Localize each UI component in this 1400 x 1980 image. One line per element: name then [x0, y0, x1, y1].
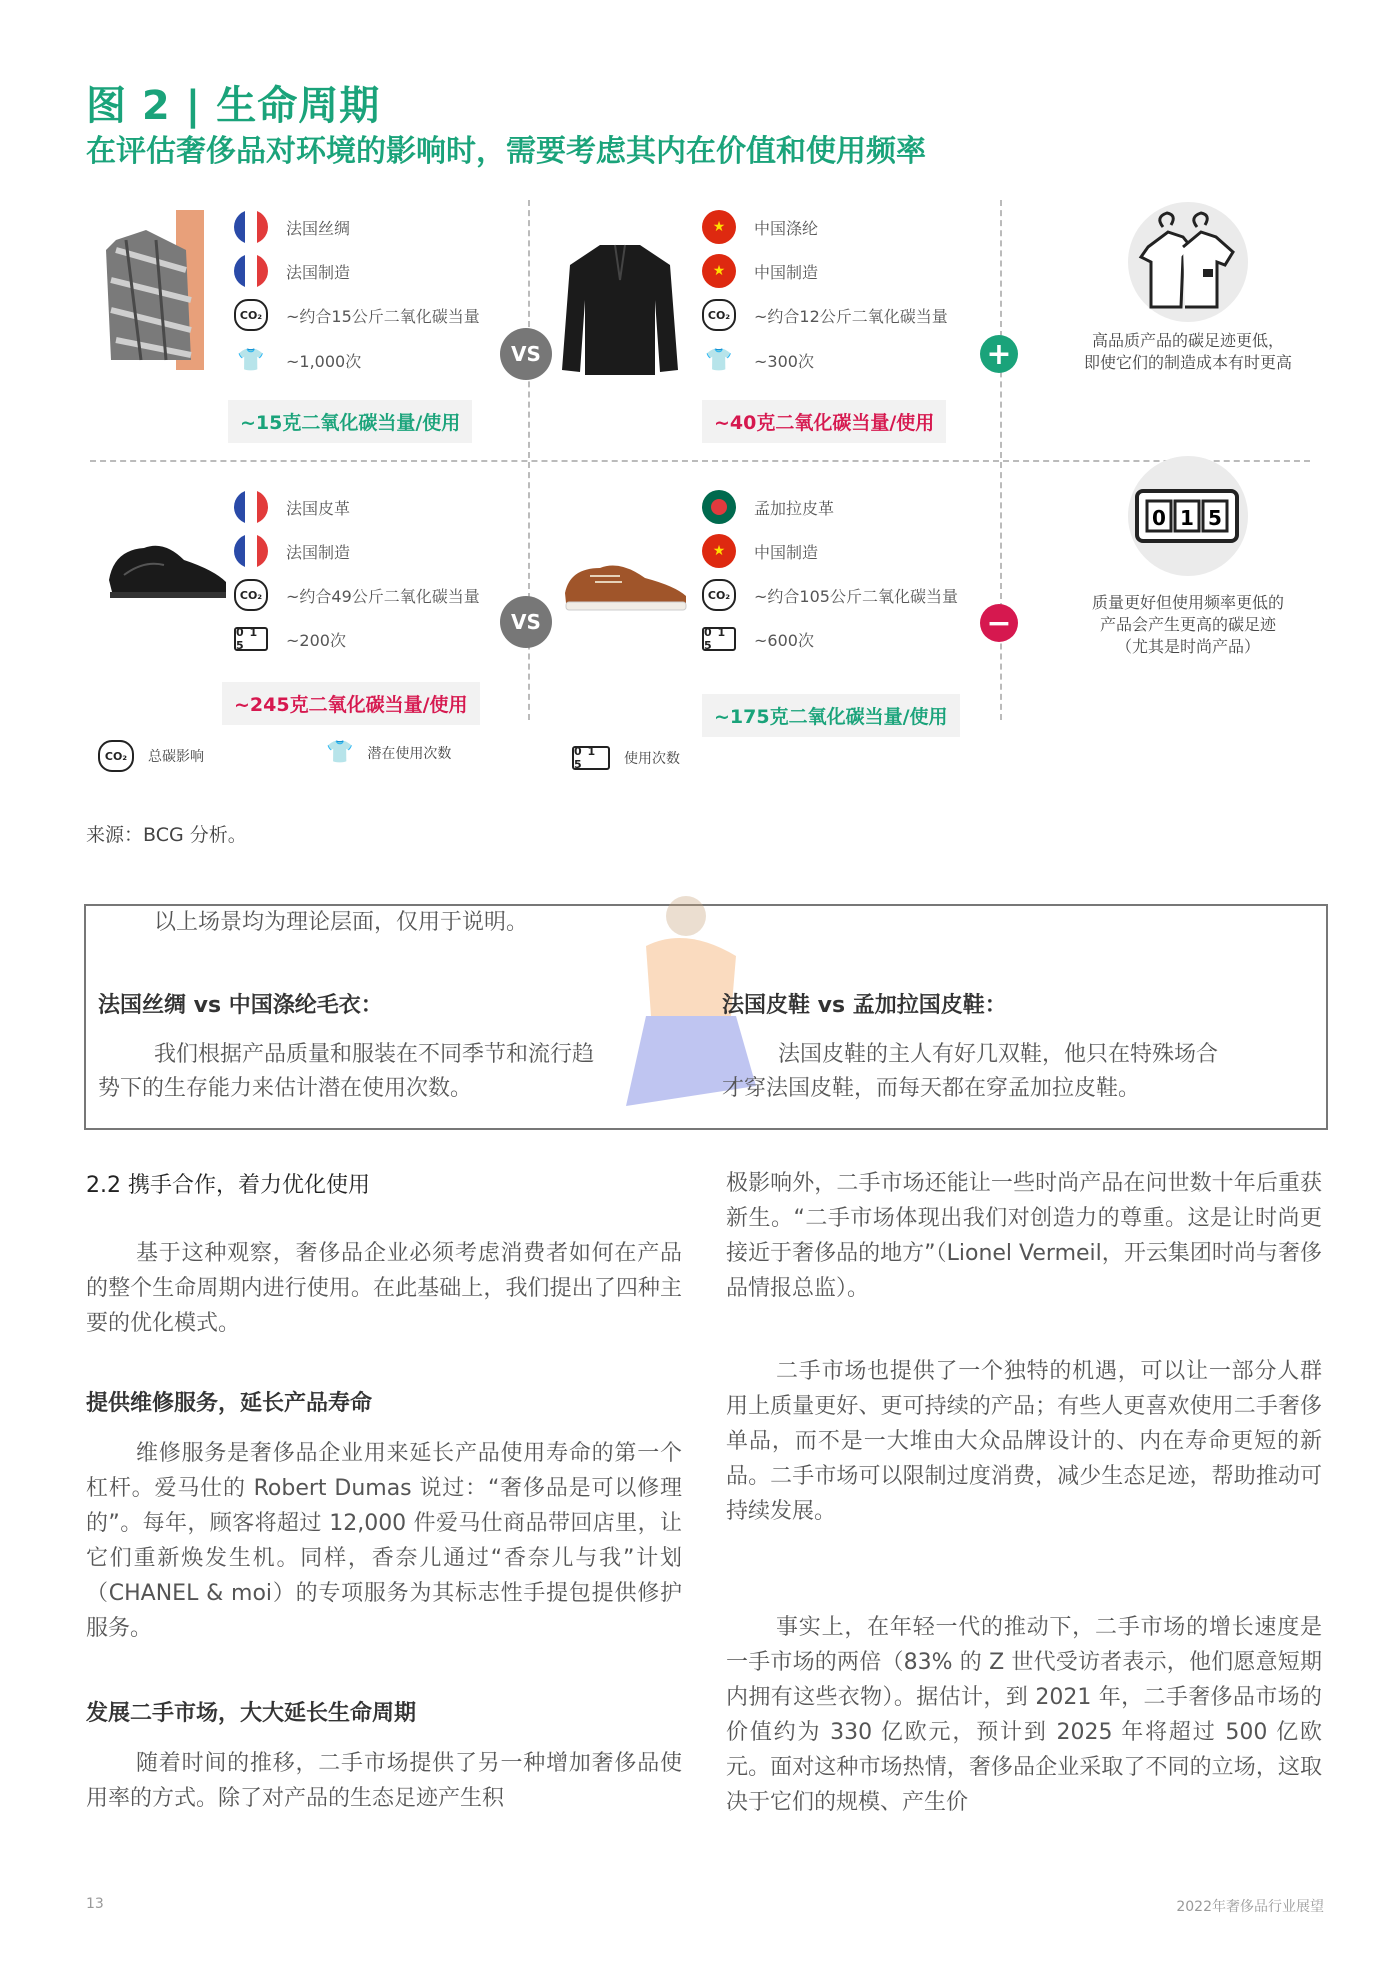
- scenario-box: [84, 904, 1328, 1130]
- bangladesh-flag-icon: [702, 490, 736, 524]
- counter-icon: 0 1 5: [702, 627, 736, 651]
- bangladesh-leather-material: 孟加拉皮革: [702, 490, 834, 524]
- china-flag-icon: ★: [702, 210, 736, 244]
- top-note: 高品质产品的碳足迹更低， 即使它们的制造成本有时更高: [1083, 331, 1292, 372]
- box-left-line2: 势下的生存能力来估计潜在使用次数。: [98, 1076, 473, 1101]
- france-flag-icon: [234, 534, 268, 568]
- silk-material: 法国丝绸: [234, 210, 350, 244]
- figure-title: 图 2 | 生命周期: [86, 83, 381, 129]
- france-flag-icon: [234, 254, 268, 288]
- french-leather-carbon: CO₂ ~约合49公斤二氧化碳当量: [234, 578, 480, 612]
- legend-potential: 👕 潜在使用次数: [326, 740, 452, 765]
- polyester-made: ★ 中国制造: [702, 254, 818, 288]
- right-paragraph-3: 事实上，在年轻一代的推动下，二手市场的增长速度是一手市场的两倍（83% 的 Z 世代受访者表示，他们愿意短期内拥有这些衣物）。据估计，到 2021 年，二手奢侈品市场的价值约为 330 亿欧元，预计到 2025 年将超过 500 亿欧元。面对这种市场热情，奢侈品企业采取了不同的立场，这取决于它们的规模、产生价: [726, 1615, 1322, 1815]
- people-shirt-icon: 👕: [237, 347, 265, 373]
- polyester-uses: 👕 ~300次: [702, 343, 814, 377]
- silk-uses: 👕 ~1,000次: [234, 343, 361, 377]
- legend-uses: 0 1 5 使用次数: [574, 745, 680, 771]
- vs-badge: VS: [500, 596, 552, 648]
- box-right-line1: 法国皮鞋的主人有好几双鞋，他只在特殊场合: [778, 1042, 1219, 1067]
- co2-cloud-icon: CO₂: [702, 299, 736, 331]
- silk-sweater-image: [96, 210, 206, 374]
- svg-text:5: 5: [1208, 506, 1222, 530]
- polyester-per-use: ~40克二氧化碳当量/使用: [702, 400, 946, 443]
- polyester-material: ★ 中国涤纶: [702, 210, 818, 244]
- footer-title: 2022年奢侈品行业展望: [1176, 1899, 1324, 1915]
- france-flag-icon: [234, 490, 268, 524]
- box-intro: 以上场景均为理论层面，仅用于说明。: [154, 910, 529, 935]
- figure-subtitle: 在评估奢侈品对环境的影响时，需要考虑其内在价值和使用频率: [86, 134, 926, 169]
- plus-icon: +: [980, 335, 1018, 373]
- bangladesh-leather-per-use: ~175克二氧化碳当量/使用: [702, 694, 960, 737]
- box-right-heading: 法国皮鞋 vs 孟加拉国皮鞋：: [722, 993, 1007, 1018]
- bangladesh-leather-uses: 0 1 5 ~600次: [704, 626, 814, 652]
- french-leather-per-use: ~245克二氧化碳当量/使用: [222, 682, 480, 725]
- people-shirt-icon: 👕: [705, 347, 733, 373]
- bangladesh-leather-carbon: CO₂ ~约合105公斤二氧化碳当量: [702, 578, 958, 612]
- page-number: 13: [86, 1896, 104, 1912]
- co2-cloud-icon: CO₂: [234, 579, 268, 611]
- usage-counter-icon: [1128, 456, 1248, 576]
- counter-icon: 0 1 5: [234, 627, 268, 651]
- french-leather-uses: 0 1 5 ~200次: [236, 626, 346, 652]
- china-flag-icon: ★: [702, 254, 736, 288]
- polyester-shirt-image: [560, 240, 680, 384]
- co2-cloud-icon: CO₂: [234, 299, 268, 331]
- french-shoe-image: [104, 520, 232, 614]
- shirts-hanger-icon: [1128, 202, 1248, 322]
- france-flag-icon: [234, 210, 268, 244]
- co2-cloud-icon: CO₂: [702, 579, 736, 611]
- right-paragraph-1: 极影响外，二手市场还能让一些时尚产品在问世数十年后重获新生。“二手市场体现出我们对创造力的尊重。这是让时尚更接近于奢侈品的地方”（Lionel Vermeil，开云集团时尚与奢侈品情报总监）。: [726, 1171, 1322, 1301]
- silk-carbon: CO₂ ~约合15公斤二氧化碳当量: [234, 298, 480, 332]
- french-leather-made: 法国制造: [234, 534, 350, 568]
- china-flag-icon: ★: [702, 534, 736, 568]
- french-leather-material: 法国皮革: [234, 490, 350, 524]
- polyester-carbon: CO₂ ~约合12公斤二氧化碳当量: [702, 298, 948, 332]
- people-shirt-icon: 👕: [326, 740, 354, 765]
- bangladesh-shoe-image: [560, 548, 690, 622]
- left-paragraph-2: 维修服务是奢侈品企业用来延长产品使用寿命的第一个杠杆。爱马仕的 Robert Dumas 说过：“奢侈品是可以修理的”。每年，顾客将超过 12,000 件爱马仕商品带回店里，让它们重新焕发生机。同样，香奈儿通过“香奈儿与我”计划（CHANEL & moi）的专项服务为其标志性手提包提供修护服务。: [86, 1441, 682, 1641]
- left-paragraph-3: 随着时间的推移，二手市场提供了另一种增加奢侈品使用率的方式。除了对产品的生态足迹产生积: [86, 1751, 682, 1811]
- bottom-note: 质量更好但使用频率更低的 产品会产生更高的碳足迹 （尤其是时尚产品）: [1091, 593, 1284, 656]
- counter-icon: 0 1 5: [572, 746, 610, 770]
- bangladesh-leather-made: ★ 中国制造: [702, 534, 818, 568]
- second-hand-heading: 发展二手市场，大大延长生命周期: [86, 1701, 417, 1726]
- box-left-line1: 我们根据产品质量和服装在不同季节和流行趋: [154, 1042, 595, 1067]
- repair-heading: 提供维修服务，延长产品寿命: [86, 1391, 373, 1416]
- section-title: 2.2 携手合作，着力优化使用: [86, 1173, 370, 1198]
- silk-per-use: ~15克二氧化碳当量/使用: [228, 400, 472, 443]
- svg-text:0: 0: [1152, 506, 1166, 530]
- divider: [90, 460, 1310, 462]
- right-paragraph-2: 二手市场也提供了一个独特的机遇，可以让一部分人群用上质量更好、更可持续的产品；有些人更喜欢使用二手奢侈单品，而不是一大堆由大众品牌设计的、内在寿命更短的新品。二手市场可以限制过度消费，减少生态足迹，帮助推动可持续发展。: [726, 1359, 1322, 1524]
- svg-text:1: 1: [1180, 506, 1194, 530]
- source-note: 来源：BCG 分析。: [86, 824, 247, 846]
- minus-icon: −: [980, 604, 1018, 642]
- legend-carbon: CO₂ 总碳影响: [98, 740, 204, 772]
- box-right-line2: 才穿法国皮鞋，而每天都在穿孟加拉皮鞋。: [722, 1076, 1141, 1101]
- left-paragraph-1: 基于这种观察，奢侈品企业必须考虑消费者如何在产品的整个生命周期内进行使用。在此基础上，我们提出了四种主要的优化模式。: [86, 1241, 682, 1336]
- vs-badge: VS: [500, 328, 552, 380]
- box-left-heading: 法国丝绸 vs 中国涤纶毛衣：: [98, 993, 383, 1018]
- silk-made: 法国制造: [234, 254, 350, 288]
- co2-cloud-icon: CO₂: [98, 740, 134, 772]
